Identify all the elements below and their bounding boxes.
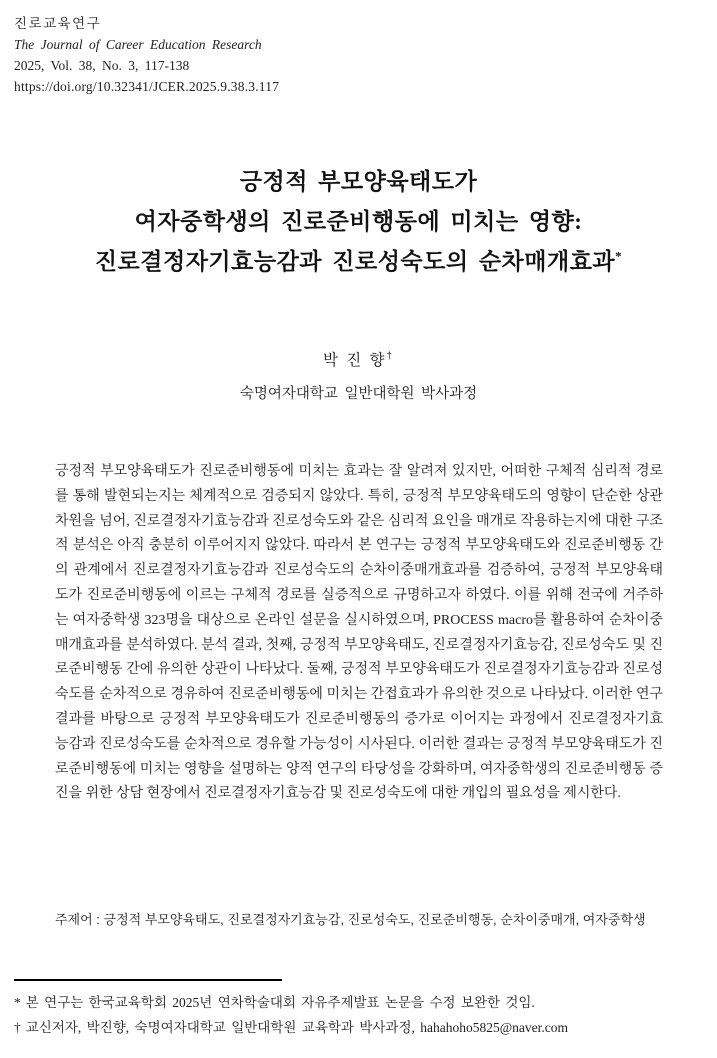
- journal-name-english: The Journal of Career Education Research: [14, 37, 262, 52]
- footnote-divider: [14, 979, 282, 981]
- journal-name-korean: 진로교육연구: [14, 16, 102, 31]
- footnote-conference-note: [14, 990, 706, 1015]
- abstract-text: 긍정적 부모양육태도가 진로준비행동에 미치는 효과는 잘 알려져 있지만, 어떠한 구체적 심리적 경로를 통해 발현되는지는 체계적으로 검증되지 않았다. 특히, 긍정적 부모양육태도의 영향이 단순한 상관 차원을 넘어, 진로결정자기효능감과 진로성숙도와 같은 심리적 요인을 매개로 작용하는지에 대한 구조적 분석은 아직 충분히 이루어지지 않았다. 따라서 본 연구는 긍정적 부모양육태도와 진로준비행동 간의 관계에서 진로결정자기효능감과 진로성숙도의 순차이중매개효과를 검증하여, 긍정적 부모양육태도가 진로준비행동에 이르는 구체적 경로를 실증적으로 규명하고자 하였다. 이를 위해 전국에 거주하는 여자중학생 323명을 대상으로 온라인 설문을 실시하였으며, PROCESS macro를 활용하여 순차이중매개효과를 분석하였다. 분석 결과, 첫째, 긍정적 부모양육태도, 진로결정자기효능감, 진로성숙도 및 진로준비행동 간에 유의한 상관이 나타났다. 둘째, 긍정적 부모양육태도가 진로결정자기효능감과 진로성숙도를 순차적으로 경유하여 진로준비행동에 미치는 간접효과가 유의한 것으로 나타났다. 이러한 연구 결과를 바탕으로 긍정적 부모양육태도가 진로준비행동의 증가로 이어지는 과정에서 진로결정자기효능감과 진로성숙도를 순차적으로 경유할 가능성이 시사된다. 이러한 결과는 긍정적 부모양육태도가 진로준비행동에 미치는 영향을 설명하는 양적 연구의 타당성을 강화하며, 여자중학생의 진로준비행동 증진을 위한 상담 현장에서 진로결정자기효능감 및 진로성숙도에 대한 개입의 필요성을 제시한다.: [55, 464, 663, 802]
- keywords-label: 주제어: [55, 912, 93, 927]
- title-line-2: 여자중학생의 진로준비행동에 미치는 영향:: [134, 209, 583, 234]
- footnote-mark-asterisk: *: [14, 995, 21, 1010]
- author-footnote-mark: †: [386, 350, 395, 362]
- journal-header: [14, 13, 279, 97]
- keywords-text: 긍정적 부모양육태도, 진로결정자기효능감, 진로성숙도, 진로준비행동, 순차이중매개, 여자중학생: [103, 912, 646, 927]
- keywords-line: [55, 909, 715, 928]
- footnotes: [14, 990, 706, 1040]
- author-name: [0, 348, 717, 370]
- paper-title: [0, 162, 717, 282]
- footnote-mark-dagger: †: [14, 1020, 21, 1035]
- title-line-3: 진로결정자기효능감과 진로성숙도의 순차매개효과: [94, 249, 616, 274]
- keywords-separator: :: [92, 912, 104, 927]
- doi-text: https://doi.org/10.32341/JCER.2025.9.38.3.117: [14, 79, 280, 94]
- journal-issue-info: 2025, Vol. 38, No. 3, 117-138: [14, 58, 190, 73]
- author-name-text: 박 진 향: [322, 352, 387, 369]
- footnote-corresponding-author: [14, 1015, 706, 1040]
- title-footnote-mark: *: [615, 248, 623, 264]
- footnote-text-corresponding: 교신저자, 박진향, 숙명여자대학교 일반대학원 교육학과 박사과정, hahahoho5825@naver.com: [25, 1020, 568, 1035]
- title-line-1: 긍정적 부모양육태도가: [239, 169, 478, 194]
- author-affiliation: 숙명여자대학교 일반대학원 박사과정: [239, 386, 478, 402]
- author-block: [0, 348, 717, 403]
- footnote-text-conference: 본 연구는 한국교육학회 2025년 연차학술대회 자유주제발표 논문을 수정 보완한 것임.: [25, 995, 535, 1010]
